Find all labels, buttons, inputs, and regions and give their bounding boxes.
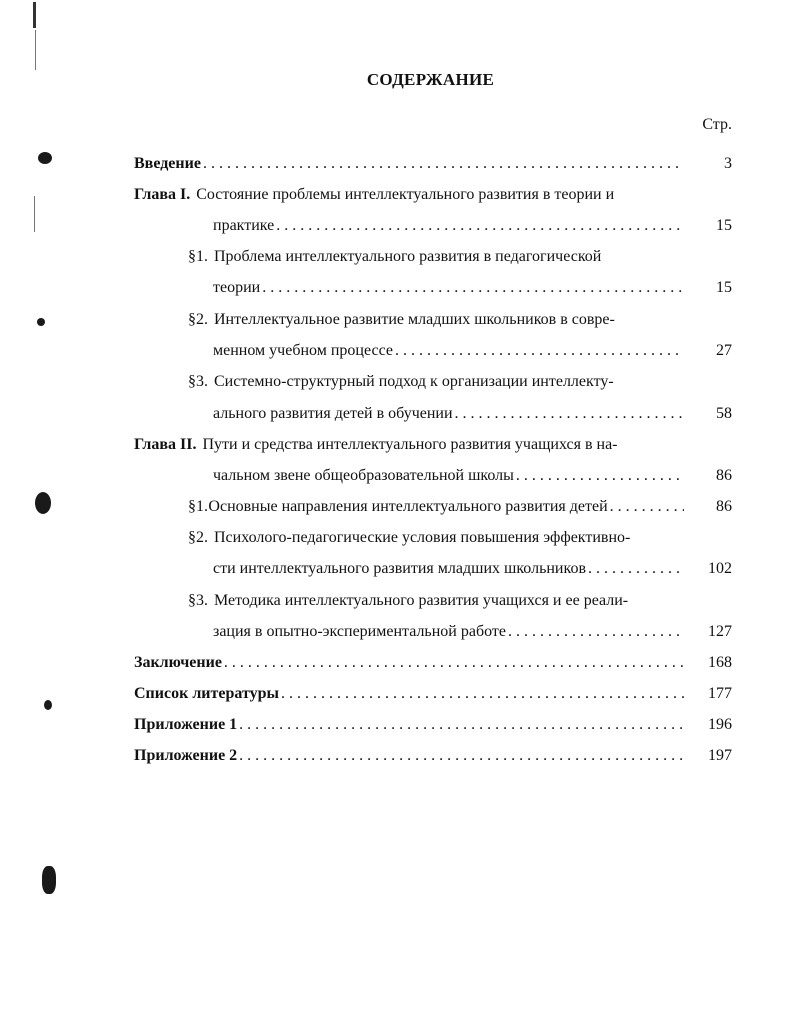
toc-label: Приложение 2: [134, 747, 238, 764]
toc-entry-chapter-1-cont[interactable]: [213, 215, 732, 237]
toc-leader-dots: [395, 340, 684, 362]
toc-page-number: 127: [708, 623, 732, 640]
toc-leader-dots: [276, 215, 684, 237]
toc-page-number: 168: [708, 654, 732, 671]
toc-text: Интеллектуальное развитие младших школьников в совре-: [214, 311, 615, 328]
toc-text: чальном звене общеобразовательной школы: [213, 467, 514, 484]
toc-entry-intro[interactable]: [134, 153, 732, 175]
toc-leader-dots: [262, 277, 684, 299]
toc-page-number: 177: [708, 685, 732, 702]
toc-page-number: 15: [716, 279, 732, 296]
scan-speck: [33, 2, 36, 28]
toc-leader-dots: [610, 496, 684, 518]
toc-entry-appendix-1[interactable]: [134, 714, 732, 736]
toc-leader-dots: [588, 558, 684, 580]
toc-text: теории: [213, 279, 261, 296]
toc-entry-ch2-sec3-cont[interactable]: [213, 621, 732, 643]
toc-entry-chapter-2[interactable]: [134, 434, 732, 456]
toc-label: §2.: [188, 529, 208, 546]
toc-page-number: 15: [716, 217, 732, 234]
toc-label: §1.: [188, 248, 208, 265]
toc-label: §1.: [188, 498, 208, 515]
toc-page-number: 86: [716, 498, 732, 515]
toc-text: зация в опытно-экспериментальной работе: [213, 623, 506, 640]
toc-label: §2.: [188, 311, 208, 328]
toc-entry-appendix-2[interactable]: [134, 745, 732, 767]
toc-page-number: 196: [708, 716, 732, 733]
scan-blot: [35, 492, 51, 514]
toc-entry-ch1-sec1-cont[interactable]: [213, 277, 732, 299]
toc-text: Пути и средства интеллектуального развития учащихся в на-: [202, 436, 618, 453]
toc-leader-dots: [203, 153, 684, 175]
toc-page-number: 102: [708, 560, 732, 577]
toc-label: §3.: [188, 373, 208, 390]
toc-label: Заключение: [134, 654, 222, 671]
toc-text: Психолого-педагогические условия повышения эффективно-: [214, 529, 631, 546]
toc-label: Глава II.: [134, 436, 197, 453]
toc-text: менном учебном процессе: [213, 342, 393, 359]
toc-entry-ch2-sec3[interactable]: [188, 590, 732, 612]
toc-entry-ch1-sec2-cont[interactable]: [213, 340, 732, 362]
toc-text: Основные направления интеллектуального развития детей: [208, 498, 608, 515]
scan-blot: [38, 152, 52, 164]
toc-text: практике: [213, 217, 275, 234]
page-column-label: Стр.: [702, 116, 732, 133]
toc-entry-chapter-1[interactable]: [134, 184, 732, 206]
scan-speck: [35, 30, 36, 70]
toc-leader-dots: [224, 652, 684, 674]
toc-page-number: 86: [716, 467, 732, 484]
toc-entry-bibliography[interactable]: [134, 683, 732, 705]
toc-entry-ch2-sec1[interactable]: [188, 496, 732, 518]
toc-leader-dots: [455, 403, 684, 425]
toc-text: ального развития детей в обучении: [213, 405, 453, 422]
toc-label: §3.: [188, 592, 208, 609]
toc-page-number: 197: [708, 747, 732, 764]
toc-entry-ch1-sec1[interactable]: [188, 246, 732, 268]
toc-leader-dots: [281, 683, 684, 705]
toc-text: Проблема интеллектуального развития в педагогической: [214, 248, 602, 265]
toc-label: Введение: [134, 155, 201, 172]
toc-text: Системно-структурный подход к организации интеллекту-: [214, 373, 614, 390]
toc-leader-dots: [508, 621, 684, 643]
toc-entry-chapter-2-cont[interactable]: [213, 465, 732, 487]
toc-leader-dots: [516, 465, 684, 487]
toc-page-number: 27: [716, 342, 732, 359]
toc-label: Приложение 1: [134, 716, 238, 733]
toc-entry-ch1-sec3-cont[interactable]: [213, 403, 732, 425]
toc-entry-ch2-sec2-cont[interactable]: [213, 558, 732, 580]
scan-blot: [42, 866, 56, 894]
toc-leader-dots: [239, 745, 684, 767]
toc-text: сти интеллектуального развития младших школьников: [213, 560, 587, 577]
toc-entry-ch2-sec2[interactable]: [188, 527, 732, 549]
toc-entry-ch1-sec2[interactable]: [188, 309, 732, 331]
scan-blot: [44, 700, 52, 710]
toc-text: Состояние проблемы интеллектуального развития в теории и: [196, 186, 615, 203]
toc-page-number: 58: [716, 405, 732, 422]
toc-page-number: 3: [724, 155, 732, 172]
toc-entry-conclusion[interactable]: [134, 652, 732, 674]
toc-leader-dots: [239, 714, 684, 736]
scan-blot: [37, 318, 45, 326]
page-title: СОДЕРЖАНИЕ: [366, 70, 495, 89]
toc-entry-ch1-sec3[interactable]: [188, 371, 732, 393]
toc-text: Методика интеллектуального развития учащихся и ее реали-: [214, 592, 629, 609]
scan-speck: [34, 196, 35, 232]
toc-label: Список литературы: [134, 685, 279, 702]
toc-label: Глава I.: [134, 186, 191, 203]
